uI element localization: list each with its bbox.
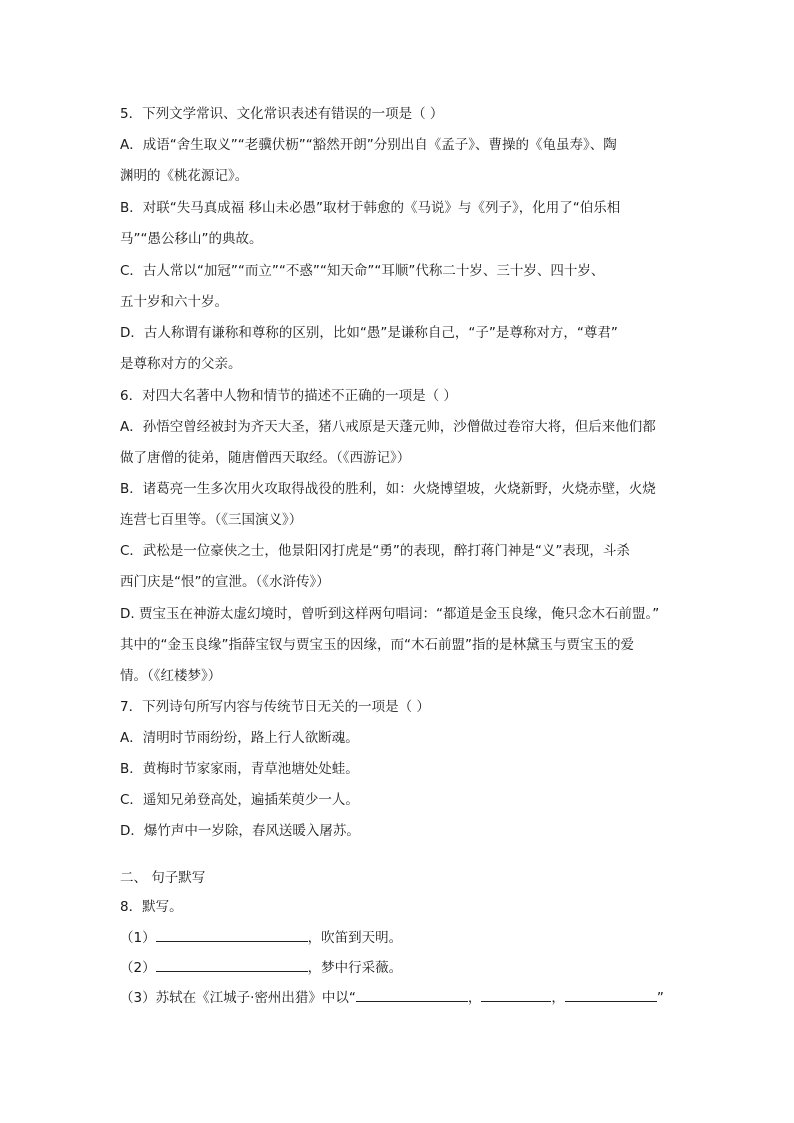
q6-option-b-line1: B．诸葛亮一生多次用火攻取得战役的胜利，如：火烧博望坡，火烧新野，火烧赤壁，火烧 xyxy=(120,481,656,497)
q5-option-d-line2: 是尊称对方的父亲。 xyxy=(120,356,242,372)
q6-option-a-line1: A．孙悟空曾经被封为齐天大圣，猪八戒原是天蓬元帅，沙僧做过卷帘大将，但后来他们都 xyxy=(120,419,656,435)
q6-option-d-line3: 情。（《红楼梦》） xyxy=(120,668,222,684)
q6-option-a-line2: 做了唐僧的徒弟，随唐僧西天取经。（《西游记》） xyxy=(120,450,411,466)
closing-quote: ” xyxy=(656,990,664,1006)
q5-option-c-line2: 五十岁和六十岁。 xyxy=(120,294,228,310)
q6-option-b-line2: 连营七百里等。（《三国演义》） xyxy=(120,512,303,528)
q5-option-c-line1: C．古人常以“加冠”“而立”“不惑”“知天命”“耳顺”代称二十岁、三十岁、四十岁、 xyxy=(120,263,605,279)
q5-option-b-line1: B．对联“失马真成福 移山未必愚”取材于韩愈的《马说》与《列子》，化用了“伯乐相 xyxy=(120,200,621,216)
q6-stem: 6．对四大名著中人物和情节的描述不正确的一项是（ ） xyxy=(120,388,457,404)
q7-option-b: B．黄梅时节家家雨，青草池塘处处蛙。 xyxy=(120,761,359,777)
q8-item-2 xyxy=(120,957,402,978)
answer-blank[interactable] xyxy=(565,987,657,1002)
answer-blank[interactable] xyxy=(156,927,308,942)
q7-option-d: D．爆竹声中一岁除，春风送暖入屠苏。 xyxy=(120,823,360,839)
item-number: （1） xyxy=(120,930,156,946)
answer-blank[interactable] xyxy=(156,957,308,972)
q8-stem: 8．默写。 xyxy=(120,899,183,915)
item-text: ，吹笛到天明。 xyxy=(307,930,403,946)
q8-item-3 xyxy=(120,987,664,1008)
q6-option-c-line1: C．武松是一位豪侠之士，他景阳冈打虎是“勇”的表现，醉打蒋门神是“义”表现，斗杀 xyxy=(120,543,630,559)
q5-option-b-line2: 马”“愚公移山”的典故。 xyxy=(120,231,263,247)
q5-stem: 5．下列文学常识、文化常识表述有错误的一项是（ ） xyxy=(120,106,444,122)
answer-blank[interactable] xyxy=(481,987,551,1002)
item-text: （3）苏轼在《江城子·密州出猎》中以“ xyxy=(120,990,356,1006)
separator: ， xyxy=(551,990,565,1006)
q5-option-a-line1: A．成语“舍生取义”“老骥伏枥”“豁然开朗”分别出自《孟子》、曹操的《龟虽寿》、陶 xyxy=(120,137,617,153)
item-text: ，梦中行采薇。 xyxy=(307,960,403,976)
q7-stem: 7．下列诗句所写内容与传统节日无关的一项是（ ） xyxy=(120,699,430,715)
q7-option-a: A．清明时节雨纷纷，路上行人欲断魂。 xyxy=(120,730,359,746)
q5-option-d-line1: D．古人称谓有谦称和尊称的区别，比如“愚”是谦称自己，“子”是尊称对方，“尊君” xyxy=(120,325,618,341)
q6-option-c-line2: 西门庆是“恨”的宣泄。（《水浒传》） xyxy=(120,574,330,590)
q6-option-d-line1: D. 贾宝玉在神游太虚幻境时，曾听到这样两句唱词：“都道是金玉良缘，俺只念木石前盟。” xyxy=(120,606,660,622)
item-number: （2） xyxy=(120,960,156,976)
q6-option-d-line2: 其中的“金玉良缘”指薛宝钗与贾宝玉的因缘，而“木石前盟”指的是林黛玉与贾宝玉的爱 xyxy=(120,637,634,653)
q8-item-1 xyxy=(120,927,402,948)
separator: ， xyxy=(467,990,482,1006)
q5-option-a-line2: 渊明的《桃花源记》。 xyxy=(120,168,249,184)
answer-blank[interactable] xyxy=(356,987,468,1002)
q7-option-c: C．遥知兄弟登高处，遍插茱萸少一人。 xyxy=(120,792,359,808)
section-heading: 二、 句子默写 xyxy=(120,870,206,886)
